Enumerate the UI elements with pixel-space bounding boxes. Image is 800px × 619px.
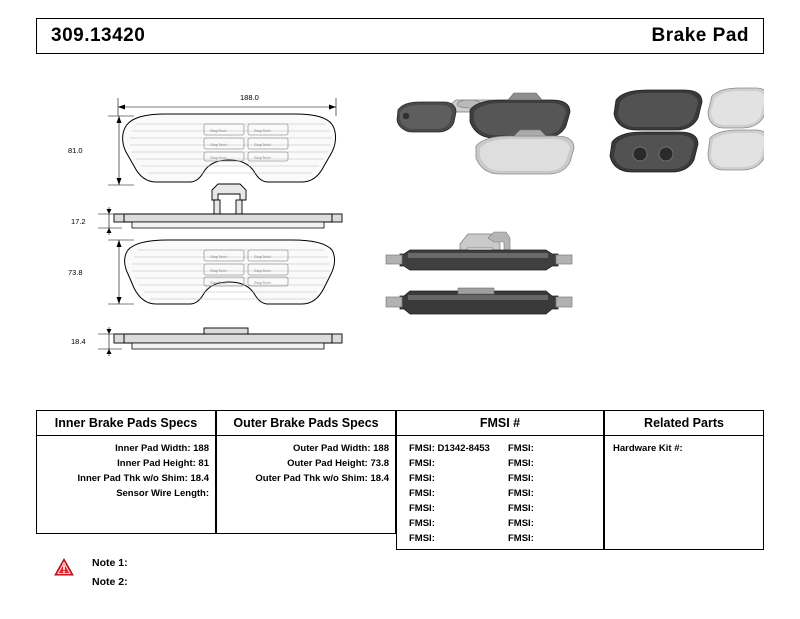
product-photo-group	[384, 64, 764, 394]
product-category: Brake Pad	[651, 25, 749, 46]
table-fmsi	[396, 410, 604, 550]
fmsi-label: FMSI:	[409, 503, 435, 514]
spec-row	[37, 456, 215, 471]
fmsi-label: FMSI:	[508, 518, 534, 529]
fmsi-column-right	[500, 441, 603, 546]
fmsi-label: FMSI:	[409, 518, 435, 529]
fmsi-row	[500, 531, 603, 546]
dimension-outer-height: 73.8	[68, 268, 83, 277]
table-inner-pad-specs-title: Inner Brake Pads Specs	[37, 411, 215, 436]
table-related-parts	[604, 410, 764, 550]
spec-row	[217, 471, 395, 486]
spec-label: Sensor Wire Length:	[116, 488, 209, 499]
table-inner-pad-specs	[36, 410, 216, 534]
fmsi-row	[397, 441, 500, 456]
fmsi-row	[397, 501, 500, 516]
fmsi-label: FMSI:	[508, 503, 534, 514]
svg-text:StopTech: StopTech	[210, 254, 227, 259]
svg-text:StopTech: StopTech	[210, 280, 227, 285]
fmsi-column-left	[397, 441, 500, 546]
notes-section	[36, 552, 436, 604]
fmsi-label: FMSI:	[508, 458, 534, 469]
fmsi-row	[500, 471, 603, 486]
fmsi-label: FMSI:	[409, 533, 435, 544]
note-1: Note 1:	[92, 557, 128, 569]
fmsi-label: FMSI:	[409, 473, 435, 484]
spec-value: 188	[193, 443, 209, 454]
spec-row	[37, 471, 215, 486]
photo-outer-pad-assembly	[610, 88, 764, 172]
spec-value: 18.4	[370, 473, 389, 484]
part-number: 309.13420	[51, 25, 146, 46]
technical-drawing-area	[36, 64, 764, 394]
table-outer-pad-specs	[216, 410, 396, 534]
page-header	[36, 18, 764, 54]
spec-row	[37, 486, 215, 501]
spec-value: 81	[198, 458, 209, 469]
svg-text:StopTech: StopTech	[254, 254, 271, 259]
spec-label: Inner Pad Width:	[115, 443, 191, 454]
fmsi-row	[397, 486, 500, 501]
warning-triangle-icon	[54, 558, 74, 576]
svg-text:StopTech: StopTech	[210, 268, 227, 273]
fmsi-label: FMSI:	[508, 443, 534, 454]
spec-value: 73.8	[370, 458, 389, 469]
spec-label: Inner Pad Thk w/o Shim:	[77, 473, 188, 484]
specifications-tables	[36, 410, 764, 550]
fmsi-label: FMSI:	[409, 458, 435, 469]
table-outer-pad-specs-title: Outer Brake Pads Specs	[217, 411, 395, 436]
dimension-inner-thickness: 17.2	[71, 217, 86, 226]
spec-row	[217, 441, 395, 456]
fmsi-value: D1342-8453	[437, 443, 490, 454]
spec-label: Outer Pad Height:	[287, 458, 368, 469]
svg-text:StopTech: StopTech	[254, 142, 271, 147]
photo-pad-edge-views	[386, 232, 572, 314]
fmsi-row	[500, 441, 603, 456]
svg-text:StopTech: StopTech	[254, 128, 271, 133]
spec-label: Inner Pad Height:	[117, 458, 196, 469]
spec-value: 188	[373, 443, 389, 454]
svg-text:StopTech: StopTech	[210, 155, 227, 160]
fmsi-label: FMSI:	[409, 443, 435, 454]
spec-label: Outer Pad Thk w/o Shim:	[255, 473, 368, 484]
fmsi-label: FMSI:	[508, 488, 534, 499]
spec-row	[37, 441, 215, 456]
fmsi-row	[397, 471, 500, 486]
fmsi-row	[500, 486, 603, 501]
spec-row	[217, 456, 395, 471]
spec-value: 18.4	[190, 473, 209, 484]
note-2: Note 2:	[92, 576, 128, 588]
dimension-inner-width: 188.0	[240, 93, 259, 102]
fmsi-row	[500, 456, 603, 471]
fmsi-label: FMSI:	[508, 533, 534, 544]
fmsi-row	[500, 516, 603, 531]
fmsi-row	[397, 516, 500, 531]
fmsi-label: FMSI:	[508, 473, 534, 484]
fmsi-row	[397, 456, 500, 471]
table-related-parts-title: Related Parts	[605, 411, 763, 436]
svg-text:StopTech: StopTech	[254, 268, 271, 273]
svg-text:StopTech: StopTech	[210, 128, 227, 133]
related-parts-label: Hardware Kit #:	[613, 443, 683, 454]
table-fmsi-title: FMSI #	[397, 411, 603, 436]
fmsi-label: FMSI:	[409, 488, 435, 499]
dimension-inner-height: 81.0	[68, 146, 83, 155]
fmsi-row	[397, 531, 500, 546]
photo-inner-pad-assembly	[397, 93, 574, 174]
svg-text:StopTech: StopTech	[254, 155, 271, 160]
related-parts-row	[605, 441, 763, 456]
spec-label: Outer Pad Width:	[293, 443, 371, 454]
dimension-outer-thickness: 18.4	[71, 337, 86, 346]
fmsi-row	[500, 501, 603, 516]
svg-text:StopTech: StopTech	[210, 142, 227, 147]
dimensioned-pad-drawings	[36, 64, 376, 394]
svg-text:StopTech: StopTech	[254, 280, 271, 285]
